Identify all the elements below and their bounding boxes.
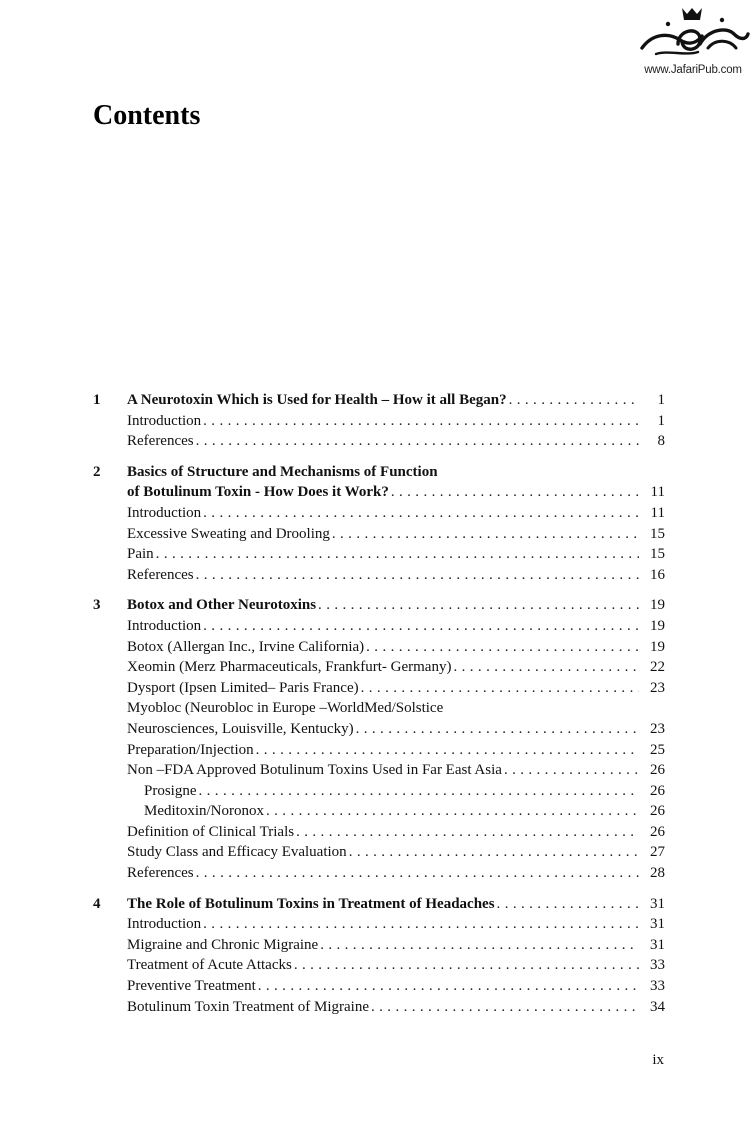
chapter-heading-continued[interactable] xyxy=(93,482,665,503)
entry-title: Prosigne xyxy=(144,782,197,799)
chapter-3 xyxy=(93,595,665,883)
chapter-title: A Neurotoxin Which is Used for Health – How it all Began? xyxy=(127,392,507,408)
toc-entry[interactable] xyxy=(93,955,665,976)
dot-leader xyxy=(296,822,639,843)
page-number: 33 xyxy=(650,978,665,995)
page-number: 31 xyxy=(650,916,665,933)
entry-title: Neurosciences, Louisville, Kentucky) xyxy=(127,720,354,737)
page-number: 15 xyxy=(650,546,665,563)
toc-entry[interactable] xyxy=(93,976,665,997)
page-number: 26 xyxy=(650,803,665,820)
page-number: 22 xyxy=(650,659,665,676)
toc-entry[interactable] xyxy=(93,914,665,935)
page-number: 23 xyxy=(650,679,665,696)
page-number: 19 xyxy=(650,617,665,634)
page-number: 33 xyxy=(650,957,665,974)
entry-title: Myobloc (Neurobloc in Europe –WorldMed/Solstice xyxy=(127,700,444,717)
page-number: 19 xyxy=(650,597,665,614)
dot-leader xyxy=(203,411,639,432)
dot-leader xyxy=(453,657,639,678)
toc-entry[interactable] xyxy=(93,524,665,545)
dot-leader xyxy=(391,482,639,503)
toc-entry[interactable] xyxy=(93,842,665,863)
dot-leader xyxy=(332,524,639,545)
entry-title: Introduction xyxy=(127,412,202,429)
page-number: 11 xyxy=(650,484,665,501)
chapter-title: Basics of Structure and Mechanisms of Function xyxy=(127,463,438,480)
dot-leader xyxy=(203,616,639,637)
entry-title: Treatment of Acute Attacks xyxy=(127,957,292,974)
toc-subentry[interactable] xyxy=(93,781,665,802)
dot-leader xyxy=(349,842,639,863)
chapter-title: The Role of Botulinum Toxins in Treatment of Headaches xyxy=(127,895,495,912)
entry-title: Xeomin (Merz Pharmaceuticals, Frankfurt- Germany) xyxy=(127,659,452,676)
dot-leader xyxy=(256,740,639,761)
entry-title: Dysport (Ipsen Limited– Paris France) xyxy=(127,679,359,696)
chapter-heading[interactable] xyxy=(93,390,665,411)
chapter-number: 3 xyxy=(93,597,101,614)
publisher-logo xyxy=(632,4,754,80)
page-folio: ix xyxy=(652,1052,664,1068)
page-number: 31 xyxy=(650,936,665,953)
page-number: 31 xyxy=(650,895,665,912)
dot-leader xyxy=(504,760,639,781)
dot-leader xyxy=(366,637,639,658)
dot-leader xyxy=(497,894,639,915)
dot-leader xyxy=(356,719,639,740)
toc-entry[interactable] xyxy=(93,935,665,956)
toc-entry[interactable] xyxy=(93,740,665,761)
entry-title: References xyxy=(127,433,194,450)
dot-leader xyxy=(294,955,639,976)
dot-leader xyxy=(258,976,639,997)
entry-title: Botulinum Toxin Treatment of Migraine xyxy=(127,998,369,1015)
toc-entry[interactable] xyxy=(93,997,665,1018)
calligraphy-logo-icon xyxy=(638,4,750,62)
page-number: 1 xyxy=(657,392,665,408)
page-number: 19 xyxy=(650,638,665,655)
page-number: 8 xyxy=(657,433,665,450)
toc-entry[interactable] xyxy=(93,616,665,637)
chapter-title: Botox and Other Neurotoxins xyxy=(127,597,317,614)
dot-leader xyxy=(320,935,639,956)
page-number: 15 xyxy=(650,525,665,542)
entry-title: Introduction xyxy=(127,617,202,634)
chapter-4 xyxy=(93,894,665,1018)
page-number: 26 xyxy=(650,823,665,840)
toc-entry[interactable] xyxy=(93,657,665,678)
chapter-heading[interactable] xyxy=(93,894,665,915)
toc-entry[interactable] xyxy=(93,544,665,565)
page-number: 26 xyxy=(650,762,665,779)
page-number: 27 xyxy=(650,844,665,861)
dot-leader xyxy=(199,781,640,802)
entry-title: References xyxy=(127,566,194,583)
dot-leader xyxy=(361,678,639,699)
page-number: 23 xyxy=(650,720,665,737)
entry-title: Botox (Allergan Inc., Irvine California) xyxy=(127,638,365,655)
page-number: 11 xyxy=(650,504,665,521)
chapter-title: of Botulinum Toxin - How Does it Work? xyxy=(127,484,389,501)
entry-title: Introduction xyxy=(127,916,202,933)
dot-leader xyxy=(266,801,639,822)
toc-entry[interactable] xyxy=(93,760,665,781)
toc-entry[interactable] xyxy=(93,637,665,658)
entry-title: Study Class and Efficacy Evaluation xyxy=(127,844,347,861)
chapter-number: 4 xyxy=(93,895,101,912)
toc-entry[interactable] xyxy=(93,822,665,843)
entry-title: Excessive Sweating and Drooling xyxy=(127,525,330,542)
entry-title: Preparation/Injection xyxy=(127,741,254,758)
toc-entry[interactable] xyxy=(93,678,665,699)
chapter-number: 1 xyxy=(93,392,101,408)
entry-title: Preventive Treatment xyxy=(127,978,256,995)
page-number: 16 xyxy=(650,566,665,583)
dot-leader xyxy=(203,914,639,935)
toc-entry[interactable] xyxy=(93,503,665,524)
chapter-2 xyxy=(93,462,665,586)
entry-title: Migraine and Chronic Migraine xyxy=(127,936,319,953)
page-title: Contents xyxy=(93,100,201,131)
entry-title: Meditoxin/Noronox xyxy=(144,803,264,820)
dot-leader xyxy=(156,544,639,565)
toc-subentry[interactable] xyxy=(93,801,665,822)
dot-leader xyxy=(196,565,639,586)
page-number: 25 xyxy=(650,741,665,758)
chapter-heading[interactable] xyxy=(93,595,665,616)
entry-title: Non –FDA Approved Botulinum Toxins Used in Far East Asia xyxy=(127,762,502,779)
toc-entry[interactable] xyxy=(93,431,665,452)
toc-entry[interactable] xyxy=(93,565,665,586)
entry-title: Pain xyxy=(127,546,154,563)
page-number: 26 xyxy=(650,782,665,799)
entry-title: Definition of Clinical Trials xyxy=(127,823,295,840)
page-number: 28 xyxy=(650,865,665,882)
dot-leader xyxy=(196,431,639,452)
dot-leader xyxy=(371,997,639,1018)
toc-entry-continued[interactable] xyxy=(93,719,665,740)
dot-leader xyxy=(196,863,639,884)
chapter-1 xyxy=(93,390,665,452)
publisher-url: www.JafariPub.com xyxy=(644,64,742,76)
entry-title: References xyxy=(127,865,194,882)
table-of-contents xyxy=(93,390,665,1027)
toc-entry[interactable] xyxy=(93,698,665,719)
page-number: 1 xyxy=(657,412,665,429)
dot-leader xyxy=(203,503,639,524)
dot-leader xyxy=(509,390,639,411)
toc-entry[interactable] xyxy=(93,411,665,432)
chapter-heading[interactable] xyxy=(93,462,665,483)
dot-leader xyxy=(318,595,639,616)
toc-entry[interactable] xyxy=(93,863,665,884)
entry-title: Introduction xyxy=(127,504,202,521)
chapter-number: 2 xyxy=(93,463,101,480)
page-number: 34 xyxy=(650,998,665,1015)
